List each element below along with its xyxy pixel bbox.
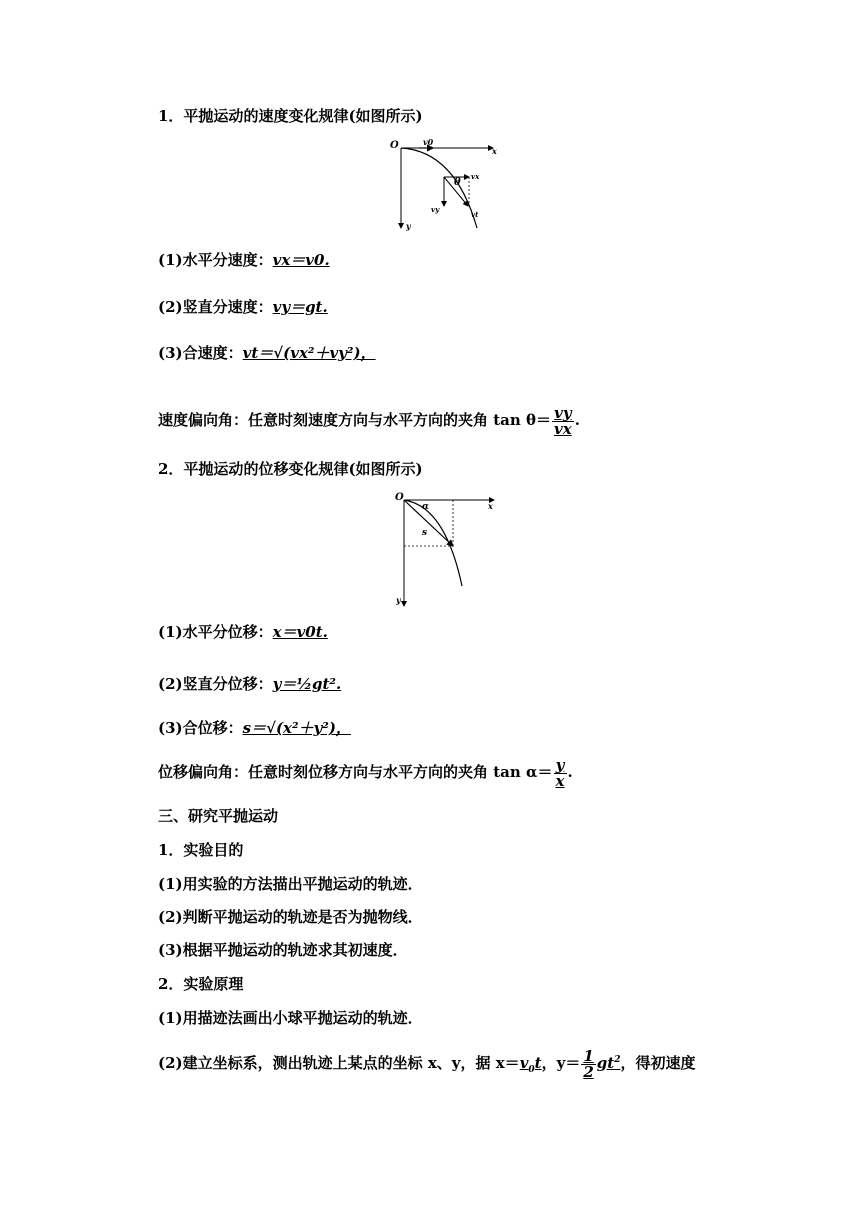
s1-item3-label: (3)合速度： (158, 344, 243, 362)
s1-item3 (158, 343, 376, 363)
s3-sub2-expr-gt2: $gt^2$ (596, 1054, 621, 1072)
s1-item1 (158, 250, 330, 270)
s1-angle-text: 速度偏向角：任意时刻速度方向与水平方向的夹角 tan θ＝ (158, 411, 552, 429)
s2-item2-label: (2)竖直分位移： (158, 675, 273, 693)
s3-sub2-item-1: (1)用描迹法画出小球平抛运动的轨迹． (158, 1009, 423, 1027)
fig2-origin-label: O (395, 492, 404, 503)
s1-item2 (158, 297, 328, 317)
s1-item1-expr: vx＝v0. (272, 251, 330, 269)
s2-angle-fraction (554, 755, 567, 790)
fig1-vy-label: vy (431, 205, 440, 214)
s3-sub2-item2-a: (2)建立坐标系，测出轨迹上某点的坐标 x、y，据 x＝ (158, 1054, 520, 1072)
section3-sub2: 2．实验原理 (158, 975, 244, 993)
s3-sub2-item-2 (158, 1042, 696, 1081)
s2-angle-text: 位移偏向角：任意时刻位移方向与水平方向的夹角 tan α＝ (158, 763, 553, 781)
s2-item2-expr: y＝½gt². (272, 675, 342, 693)
fig1-origin-label: O (390, 140, 399, 151)
s2-item1 (158, 622, 328, 642)
s1-item1-label: (1)水平分速度： (158, 251, 273, 269)
s3-sub2-item2-c: ，得初速度 (620, 1054, 696, 1072)
s2-item3-label: (3)合位移： (158, 719, 243, 737)
s3-sub2-half: $\frac{1}{2}$ (583, 1046, 594, 1081)
fig1-y-label: y (406, 221, 411, 231)
s3-sub2-expr-x: $v_0t$ (519, 1054, 542, 1075)
s2-item1-label: (1)水平分位移： (158, 623, 273, 641)
fig1-v0-label: v0 (423, 137, 434, 147)
fig1-vx-label: vx (471, 172, 480, 181)
s1-item2-expr: vy＝gt. (272, 298, 328, 316)
s1-angle: 速度偏向角：任意时刻速度方向与水平方向的夹角 tan θ＝ $\frac{vy}{vx}$ . (158, 403, 580, 438)
s2-angle-den: x (555, 771, 565, 790)
fig2-x-label: x (488, 501, 493, 511)
s2-angle: 位移偏向角：任意时刻位移方向与水平方向的夹角 tan α＝ $\frac{y}{x}$ . (158, 755, 573, 790)
section3-title: 三、研究平抛运动 (158, 807, 279, 825)
section2-heading: 2．平抛运动的位移变化规律(如图所示) (158, 460, 423, 478)
section1-heading: 1．平抛运动的速度变化规律(如图所示) (158, 107, 423, 125)
fig1-x-label: x (492, 146, 497, 156)
s2-item3 (158, 718, 351, 738)
s3-sub1-item-2: (2)判断平抛运动的轨迹是否为抛物线． (158, 908, 423, 926)
fig1-theta-label: θ (454, 177, 461, 188)
displacement-diagram (390, 488, 500, 610)
s2-item2 (158, 666, 341, 702)
s2-angle-num: y (555, 755, 565, 774)
s3-sub2-item2-b: ，y＝ (541, 1054, 581, 1072)
s2-item3-expr: s＝√(x²＋y²)， (242, 719, 351, 737)
fig1-vt-label: vt (471, 210, 479, 219)
s1-angle-fraction (552, 403, 574, 438)
fig2-s-label: s (422, 528, 428, 538)
s1-item2-label: (2)竖直分速度： (158, 298, 273, 316)
fig2-y-label: y (396, 595, 401, 605)
section3-sub1: 1．实验目的 (158, 841, 244, 859)
s3-sub1-item-3: (3)根据平抛运动的轨迹求其初速度． (158, 941, 408, 959)
s1-angle-den: vx (554, 419, 572, 438)
s1-angle-num: vy (554, 403, 572, 422)
fig2-alpha-label: α (422, 502, 429, 512)
s1-item3-expr: vt＝√(vx²＋vy²)， (242, 344, 376, 362)
s2-item1-expr: x＝v0t. (272, 623, 328, 641)
velocity-diagram (385, 136, 505, 234)
s3-sub1-item-1: (1)用实验的方法描出平抛运动的轨迹． (158, 875, 423, 893)
